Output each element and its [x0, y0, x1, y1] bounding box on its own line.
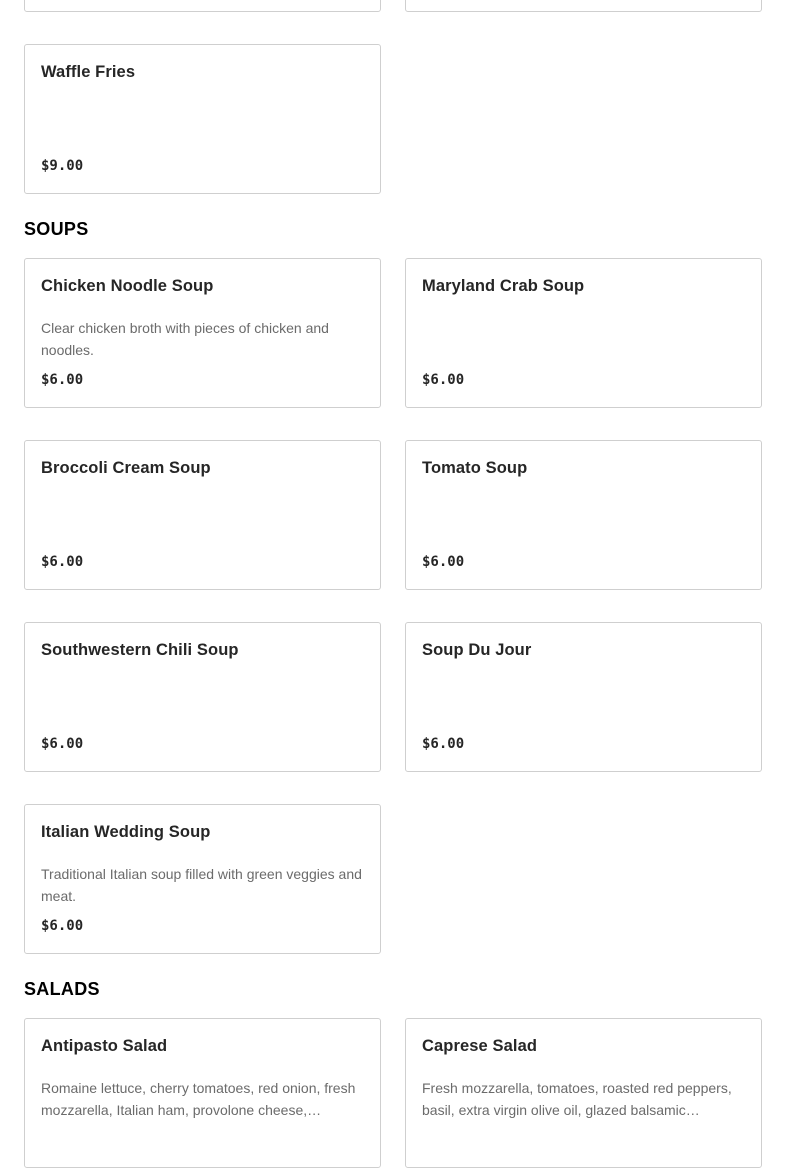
menu-item-name: Soup Du Jour: [422, 641, 532, 659]
menu-item-card[interactable]: [405, 258, 762, 408]
menu-item-name: Southwestern Chili Soup: [41, 641, 239, 659]
menu-item-card[interactable]: [24, 1018, 381, 1168]
menu-item-card[interactable]: [24, 440, 381, 590]
menu-item-price: $6.00: [422, 554, 465, 570]
menu-item-card[interactable]: [24, 804, 381, 954]
menu-item-name: Italian Wedding Soup: [41, 823, 211, 841]
menu-item-card[interactable]: [405, 440, 762, 590]
menu-item-card[interactable]: [24, 0, 381, 12]
menu-item-description: Romaine lettuce, cherry tomatoes, red onion, fresh mozzarella, Italian ham, provolone cheese,…: [41, 1080, 356, 1118]
menu-item-name: Waffle Fries: [41, 63, 136, 81]
menu-item-card[interactable]: [24, 44, 381, 194]
menu-item-description: Fresh mozzarella, tomatoes, roasted red peppers, basil, extra virgin olive oil, glazed balsamic…: [422, 1080, 732, 1118]
menu-item-name: Maryland Crab Soup: [422, 277, 585, 295]
menu-item-price: $6.00: [41, 554, 84, 570]
menu-item-card[interactable]: [405, 622, 762, 772]
menu-item-name: Caprese Salad: [422, 1037, 538, 1055]
menu-item-name: Broccoli Cream Soup: [41, 459, 211, 477]
menu-item-price: $6.00: [41, 372, 84, 388]
menu-item-name: Tomato Soup: [422, 459, 528, 477]
menu-item-name: Antipasto Salad: [41, 1037, 168, 1055]
menu-item-price: $9.00: [41, 158, 84, 174]
menu-item-name: Chicken Noodle Soup: [41, 277, 214, 295]
menu-item-price: $6.00: [422, 372, 465, 388]
menu-item-description: Clear chicken broth with pieces of chicken and noodles.: [41, 320, 329, 358]
menu-item-card[interactable]: [24, 622, 381, 772]
section-title-soups: SOUPS: [24, 219, 89, 239]
section-title-salads: SALADS: [24, 979, 100, 999]
menu-item-price: $6.00: [422, 736, 465, 752]
menu-item-price: $6.00: [41, 736, 84, 752]
menu-item-card[interactable]: [24, 258, 381, 408]
menu-item-card[interactable]: [405, 1018, 762, 1168]
menu-item-description: Traditional Italian soup filled with green veggies and meat.: [41, 866, 362, 904]
menu-item-card[interactable]: [405, 0, 762, 12]
menu-item-price: $6.00: [41, 918, 84, 934]
